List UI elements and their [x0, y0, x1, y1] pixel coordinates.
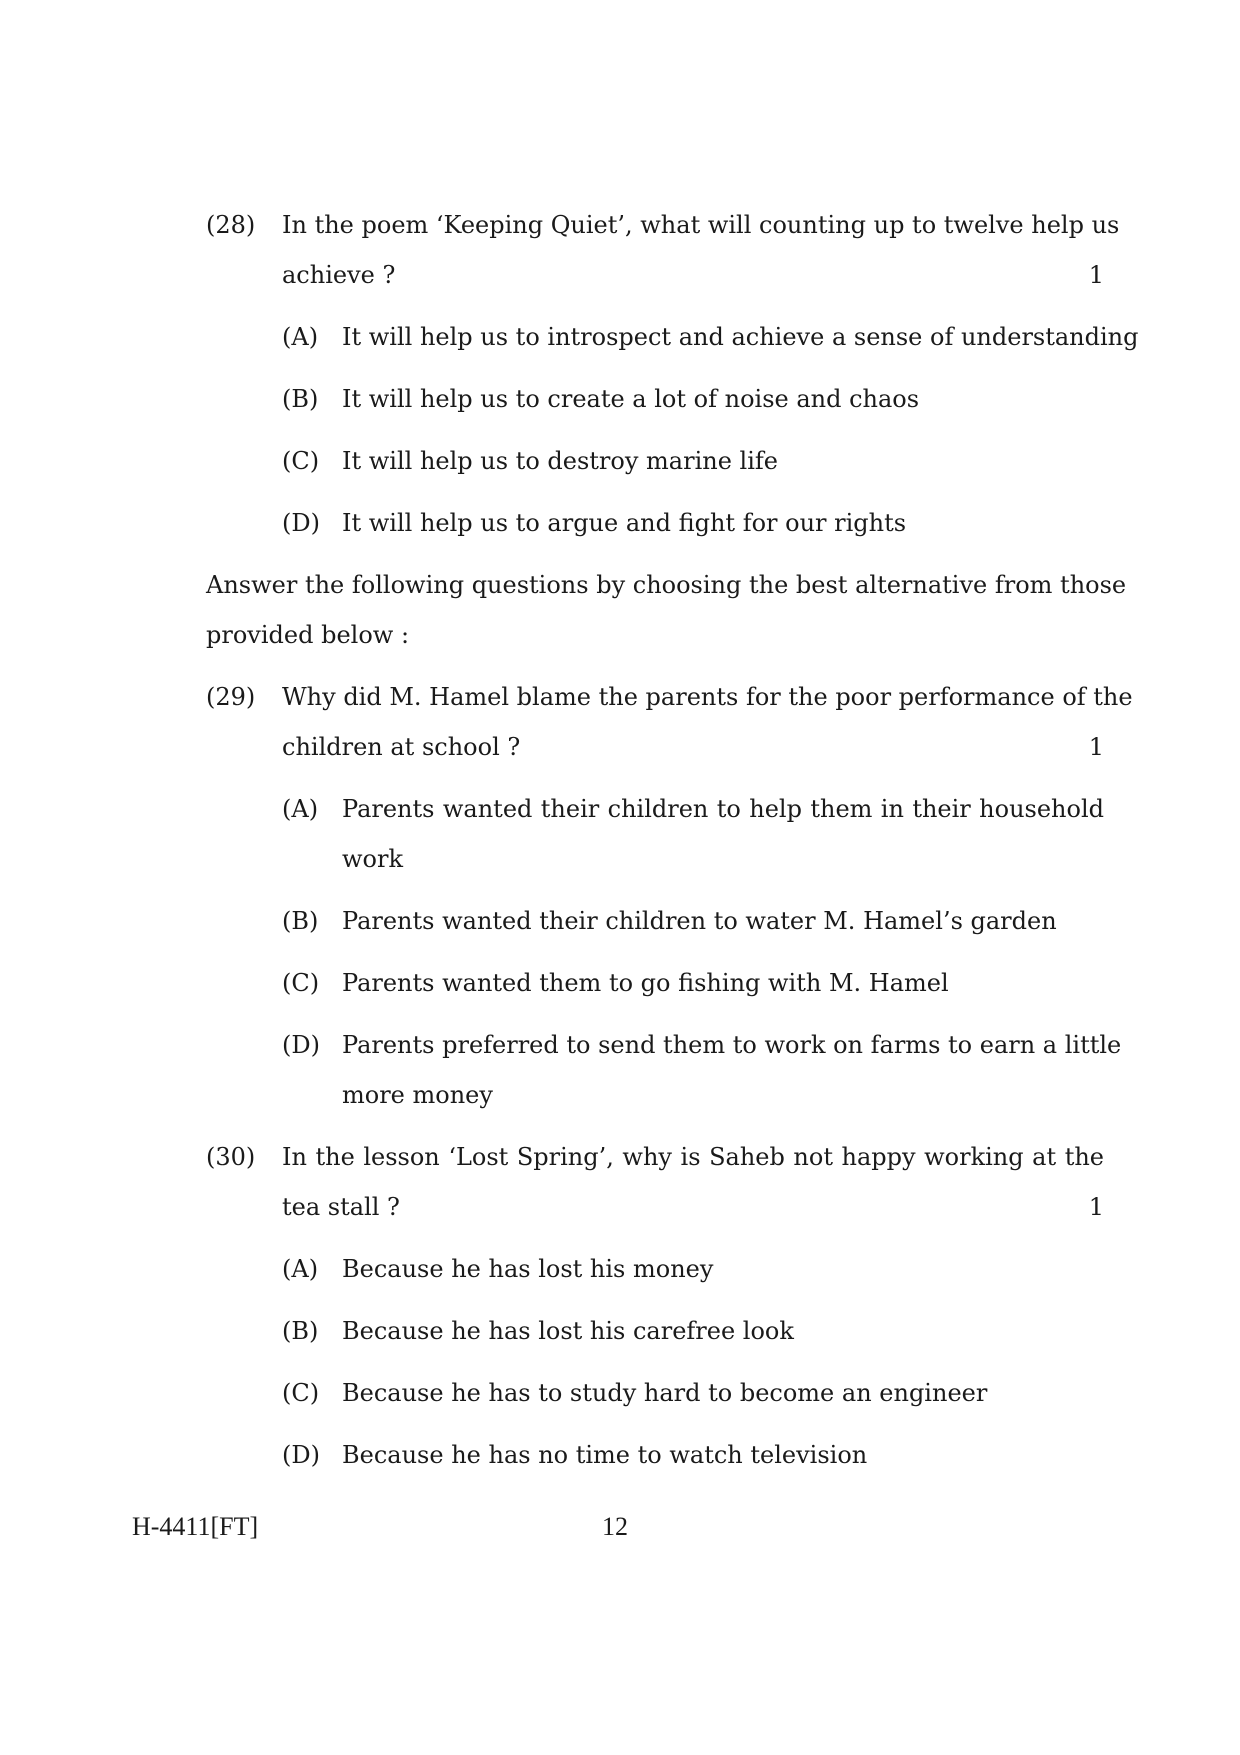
question-29-stem-row2: [282, 732, 1104, 762]
question-29-option-a-text-line1: Parents wanted their children to help them in their household: [342, 795, 1104, 823]
question-30-stem-row2: [282, 1192, 1104, 1222]
question-29-stem-line2: children at school ?: [282, 733, 521, 761]
question-30-option-d-text: Because he has no time to watch television: [342, 1441, 868, 1469]
question-30-stem-line1: In the lesson ‘Lost Spring’, why is Saheb not happy working at the: [282, 1143, 1104, 1171]
question-28-option-a-letter: (A): [282, 323, 319, 351]
question-29-option-b-letter: (B): [282, 907, 319, 935]
question-30-option-d-letter: (D): [282, 1441, 320, 1469]
question-28-option-b-text: It will help us to create a lot of noise and chaos: [342, 385, 920, 413]
question-29-option-c-text: Parents wanted them to go fishing with M. Hamel: [342, 969, 949, 997]
question-28-option-d-text: It will help us to argue and fight for our rights: [342, 509, 907, 537]
question-29-stem-line1: Why did M. Hamel blame the parents for the poor performance of the: [282, 683, 1133, 711]
question-30-stem-line2: tea stall ?: [282, 1193, 400, 1221]
question-28-marks: 1: [1088, 261, 1104, 289]
question-29-option-d-text-line2: more money: [342, 1081, 493, 1109]
question-30-marks: 1: [1088, 1193, 1104, 1221]
question-30-option-c-letter: (C): [282, 1379, 320, 1407]
question-29-option-a-text-line2: work: [342, 845, 404, 873]
instruction-line2: provided below :: [206, 621, 410, 649]
question-number-29: (29): [206, 683, 256, 711]
question-number-28: (28): [206, 211, 256, 239]
question-28-stem-line2: achieve ?: [282, 261, 396, 289]
question-29-marks: 1: [1088, 733, 1104, 761]
question-28-stem-line1: In the poem ‘Keeping Quiet’, what will counting up to twelve help us: [282, 211, 1120, 239]
question-number-30: (30): [206, 1143, 256, 1171]
question-30-option-a-letter: (A): [282, 1255, 319, 1283]
question-29-option-b-text: Parents wanted their children to water M. Hamel’s garden: [342, 907, 1057, 935]
question-29-option-d-letter: (D): [282, 1031, 320, 1059]
question-30-option-b-letter: (B): [282, 1317, 319, 1345]
question-29-option-c-letter: (C): [282, 969, 320, 997]
page-number: 12: [602, 1512, 628, 1541]
question-28-option-b-letter: (B): [282, 385, 319, 413]
question-28-option-a-text: It will help us to introspect and achieve a sense of understanding: [342, 323, 1139, 351]
question-28-option-d-letter: (D): [282, 509, 320, 537]
question-30-option-b-text: Because he has lost his carefree look: [342, 1317, 794, 1345]
question-29-option-a-letter: (A): [282, 795, 319, 823]
question-30-option-a-text: Because he has lost his money: [342, 1255, 714, 1283]
paper-code: H-4411[FT]: [132, 1512, 259, 1541]
question-28-option-c-letter: (C): [282, 447, 320, 475]
question-28-stem-row2: [282, 260, 1104, 290]
question-29-option-d-text-line1: Parents preferred to send them to work on farms to earn a little: [342, 1031, 1122, 1059]
instruction-line1: Answer the following questions by choosing the best alternative from those: [206, 571, 1127, 599]
question-30-option-c-text: Because he has to study hard to become an engineer: [342, 1379, 988, 1407]
question-28-option-c-text: It will help us to destroy marine life: [342, 447, 778, 475]
